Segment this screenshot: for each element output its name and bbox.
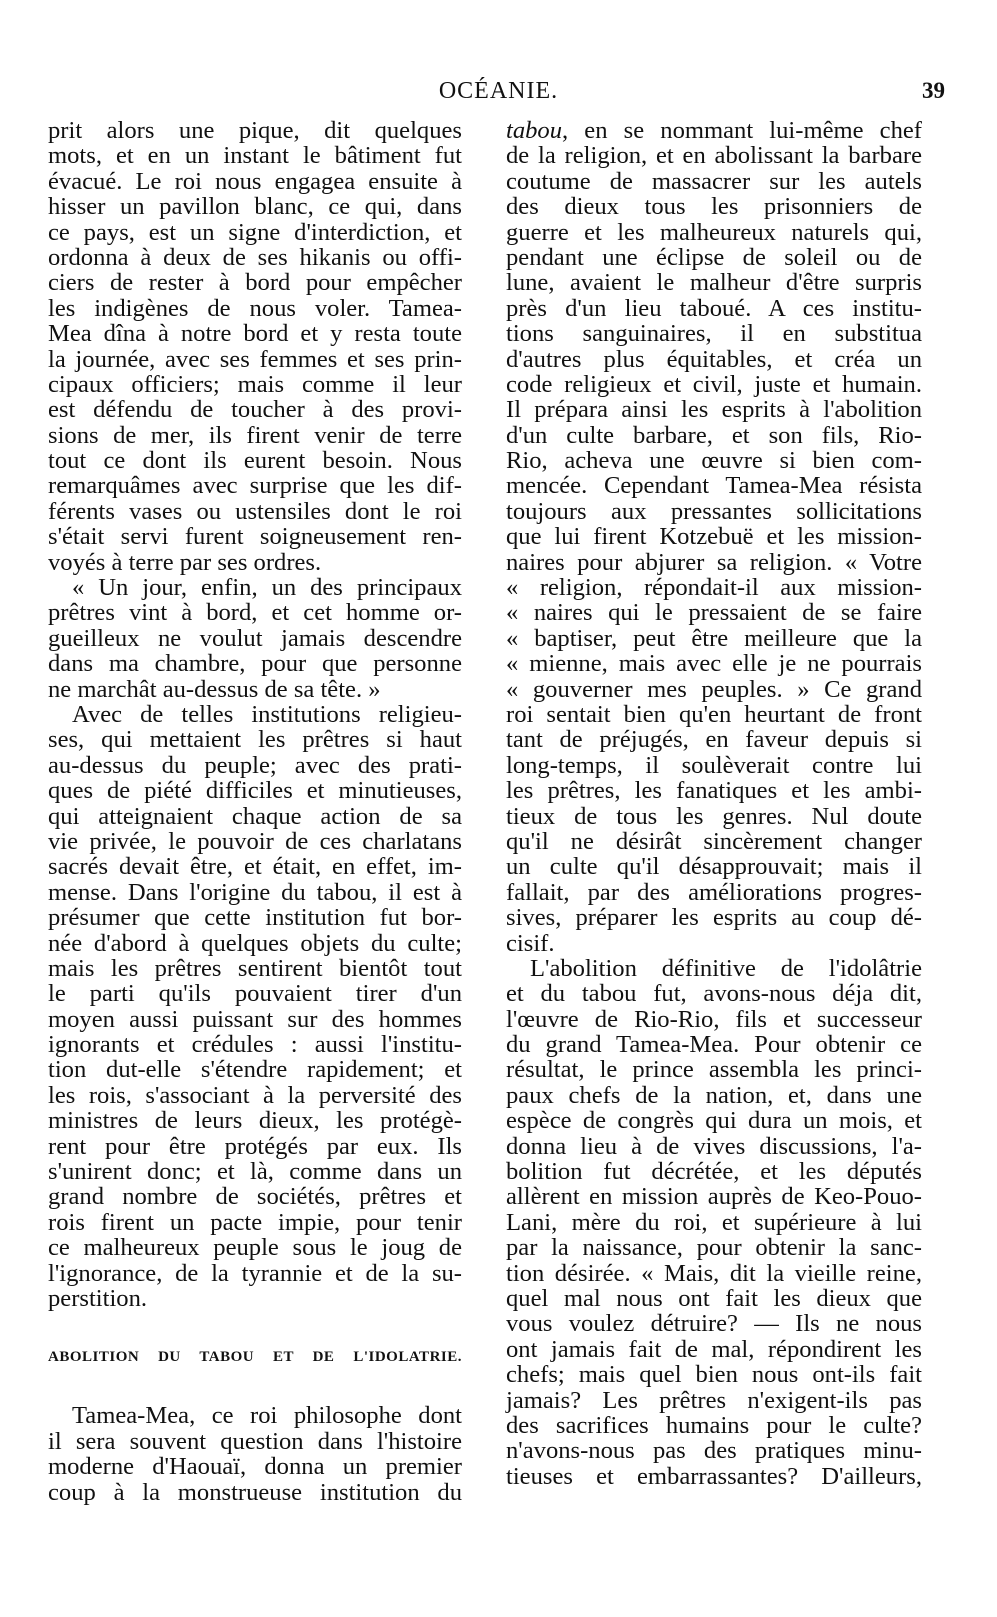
text-line: voyés à terre par ses ordres. xyxy=(48,548,322,576)
text-line: allèrent en mission auprès de Keo-Pouo- xyxy=(506,1183,922,1211)
text-line: vous voulez détruire? — Ils ne nous xyxy=(506,1310,922,1338)
text-line: d'autres plus équitables, et créa un xyxy=(506,345,922,373)
text-line: ce malheureux peuple sous le joug de xyxy=(48,1234,462,1262)
text-fragment: , en se nommant lui-même chef xyxy=(562,117,922,144)
text-line: ques de piété difficiles et minutieuses, xyxy=(48,777,462,805)
text-line: résultat, le prince assembla les princi- xyxy=(506,1056,922,1084)
text-line: naires pour abjurer sa religion. « Votre xyxy=(506,548,922,576)
paragraph xyxy=(506,143,922,956)
text-line: L'abolition définitive de l'idolâtrie xyxy=(530,954,922,982)
text-line: d'un culte barbare, et son fils, Rio- xyxy=(506,421,922,449)
text-line: prêtres vint à bord, et cet homme or- xyxy=(48,599,462,627)
text-line: près d'un lieu taboué. A ces institu- xyxy=(506,294,922,322)
text-line: Il prépara ainsi les esprits à l'abolition xyxy=(506,396,922,424)
text-line: moyen aussi puissant sur des hommes xyxy=(48,1005,462,1033)
text-line: la journée, avec ses femmes et ses prin- xyxy=(48,345,462,373)
text-line: le parti qu'ils pouvaient tirer d'un xyxy=(48,980,462,1008)
text-line: ordonna à deux de ses hikanis ou offi- xyxy=(48,243,462,271)
right-column xyxy=(506,118,922,1489)
text-line: née d'abord à quelques objets du culte; xyxy=(48,929,462,957)
text-line: les prêtres, les fanatiques et les ambi- xyxy=(506,777,922,805)
text-line: « mienne, mais avec elle je ne pourrais xyxy=(506,650,922,678)
text-line: férents vases ou ustensiles dont le roi xyxy=(48,497,462,525)
text-line: « Un jour, enfin, un des principaux xyxy=(72,574,462,602)
text-line: un culte qu'il désapprouvait; mais il xyxy=(506,853,922,881)
text-line: toujours aux pressantes sollicitations xyxy=(506,497,922,525)
text-line: tieux de tous les genres. Nul doute xyxy=(506,802,922,830)
text-line: s'était servi furent soigneusement ren- xyxy=(48,523,462,551)
text-line: les rois, s'associant à la perversité des xyxy=(48,1081,462,1109)
italic-word: tabou xyxy=(506,117,563,144)
text-line: évacué. Le roi nous engagea ensuite à xyxy=(48,167,462,195)
text-line: « religion, répondait-il aux mission- xyxy=(506,574,922,602)
text-line: du grand Tamea-Mea. Pour obtenir ce xyxy=(506,1031,922,1059)
text-line: rent pour être protégés par eux. Ils xyxy=(48,1132,462,1160)
text-line: espèce de congrès qui dura un mois, et xyxy=(506,1107,922,1135)
text-line: sives, préparer les esprits au coup dé- xyxy=(506,904,922,932)
text-line: pendant une éclipse de soleil ou de xyxy=(506,243,922,271)
text-line: gueilleux ne voulut jamais descendre xyxy=(48,624,462,652)
text-line: donna lieu à de vives discussions, l'a- xyxy=(506,1132,922,1160)
text-line: cisif. xyxy=(506,929,555,957)
text-line: des dieux tous les prisonniers de xyxy=(506,193,922,221)
text-line: ses, qui mettaient les prêtres si haut xyxy=(48,726,462,754)
text-line: « baptiser, peut être meilleure que la xyxy=(506,624,922,652)
left-column xyxy=(48,118,462,1505)
text-line: mots, et en un instant le bâtiment fut xyxy=(48,142,462,170)
text-line: vie privée, le pouvoir de ces charlatans xyxy=(48,827,462,855)
text-line: ministres de leurs dieux, les protégè- xyxy=(48,1107,462,1135)
text-line: qui atteignaient chaque action de sa xyxy=(48,802,462,830)
text-line: et du tabou fut, avons-nous déja dit, xyxy=(506,980,922,1008)
text-line: « gouverner mes peuples. » Ce grand xyxy=(506,675,922,703)
text-line: de la religion, et en abolissant la barbare xyxy=(506,142,922,170)
section-heading: ABOLITION DU TABOU ET DE L'IDOLATRIE. xyxy=(48,1349,462,1366)
text-line: mense. Dans l'origine du tabou, il est à xyxy=(48,878,462,906)
text-line: sacrés devait être, et était, en effet, im- xyxy=(48,853,462,881)
text-line: tout ce dont ils eurent besoin. Nous xyxy=(48,447,462,475)
text-line: il sera souvent question dans l'histoire xyxy=(48,1427,462,1455)
text-line: sions de mer, ils firent venir de terre xyxy=(48,421,462,449)
running-title: OCÉANIE. xyxy=(438,78,559,104)
text-line: l'ignorance, de la tyrannie et de la su- xyxy=(48,1259,462,1287)
text-line: moderne d'Haouaï, donna un premier xyxy=(48,1453,462,1481)
text-line: est défendu de toucher à des provi- xyxy=(48,396,462,424)
text-line: ne marchât au-dessus de sa tête. » xyxy=(48,675,381,703)
text-line: tant de préjugés, en faveur depuis si xyxy=(506,726,922,754)
text-line: coutume de massacrer sur les autels xyxy=(506,167,922,195)
text-line: tieuses et embarrassantes? D'ailleurs, xyxy=(506,1462,922,1490)
text-line: ont jamais fait de mal, répondirent les xyxy=(506,1335,922,1363)
text-line: lune, avaient le malheur d'être surpris xyxy=(506,269,922,297)
paragraph xyxy=(48,702,462,1311)
text-line: mencée. Cependant Tamea-Mea résista xyxy=(506,472,922,500)
paragraph xyxy=(48,575,462,702)
text-line: fallait, par des améliorations progres- xyxy=(506,878,922,906)
text-line: tion dut-elle s'étendre rapidement; et xyxy=(48,1056,462,1084)
text-line: paux chefs de la nation, et, dans une xyxy=(506,1081,922,1109)
text-line xyxy=(506,118,922,143)
text-line: Mea dîna à notre bord et y resta toute xyxy=(48,320,462,348)
text-line: rois firent un pacte impie, pour tenir xyxy=(48,1208,462,1236)
text-line: long-temps, il soulèverait contre lui xyxy=(506,751,922,779)
text-line: au-dessus du peuple; avec des prati- xyxy=(48,751,462,779)
text-line: s'unirent donc; et là, comme dans un xyxy=(48,1158,462,1186)
text-line: guerre et les malheureux naturels qui, xyxy=(506,218,922,246)
text-line: perstition. xyxy=(48,1284,148,1312)
text-line: ignorants et crédules : aussi l'institu- xyxy=(48,1031,462,1059)
text-line: remarquâmes avec surprise que les dif- xyxy=(48,472,462,500)
text-line: présumer que cette institution fut bor- xyxy=(48,904,462,932)
text-line: par la naissance, pour obtenir la sanc- xyxy=(506,1234,922,1262)
text-line: les indigènes de nous voler. Tamea- xyxy=(48,294,462,322)
paragraph xyxy=(48,1403,462,1505)
text-line: quel mal nous ont fait les dieux que xyxy=(506,1284,922,1312)
text-line: « naires qui le pressaient de se faire xyxy=(506,599,922,627)
text-line: mais les prêtres sentirent bientôt tout xyxy=(48,954,462,982)
paragraph xyxy=(48,118,462,575)
text-line: n'avons-nous pas des pratiques minu- xyxy=(506,1437,922,1465)
text-line: des sacrifices humains pour le culte? xyxy=(506,1411,922,1439)
text-line: chefs; mais quel bien nous ont-ils fait xyxy=(506,1361,922,1389)
paragraph xyxy=(506,956,922,1489)
text-line: tions sanguinaires, il en substitua xyxy=(506,320,922,348)
text-line: Lani, mère du roi, et supérieure à lui xyxy=(506,1208,922,1236)
text-line: prit alors une pique, dit quelques xyxy=(48,117,462,144)
text-line: qu'il ne désirât sincèrement changer xyxy=(506,827,922,855)
text-line: coup à la monstrueuse institution du xyxy=(48,1478,462,1506)
text-line: dans ma chambre, pour que personne xyxy=(48,650,462,678)
text-line: que lui firent Kotzebuë et les mission- xyxy=(506,523,922,551)
text-line: jamais? Les prêtres n'exigent-ils pas xyxy=(506,1386,922,1414)
text-line: Avec de telles institutions religieu- xyxy=(72,700,462,728)
text-line: ce pays, est un signe d'interdiction, et xyxy=(48,218,462,246)
text-line: grand nombre de sociétés, prêtres et xyxy=(48,1183,462,1211)
running-header xyxy=(0,78,997,112)
text-line: ciers de rester à bord pour empêcher xyxy=(48,269,462,297)
page-number: 39 xyxy=(922,78,945,103)
text-line: cipaux officiers; mais comme il leur xyxy=(48,370,462,398)
text-line: l'œuvre de Rio-Rio, fils et successeur xyxy=(506,1005,922,1033)
text-line: Rio, acheva une œuvre si bien com- xyxy=(506,447,922,475)
text-line: hisser un pavillon blanc, ce qui, dans xyxy=(48,193,462,221)
text-line: tion désirée. « Mais, dit la vieille reine, xyxy=(506,1259,922,1287)
text-line: roi sentait bien qu'en heurtant de front xyxy=(506,700,922,728)
text-line: code religieux et civil, juste et humain. xyxy=(506,370,922,398)
text-line: Tamea-Mea, ce roi philosophe dont xyxy=(72,1402,462,1430)
text-line: bolition fut décrétée, et les députés xyxy=(506,1158,922,1186)
